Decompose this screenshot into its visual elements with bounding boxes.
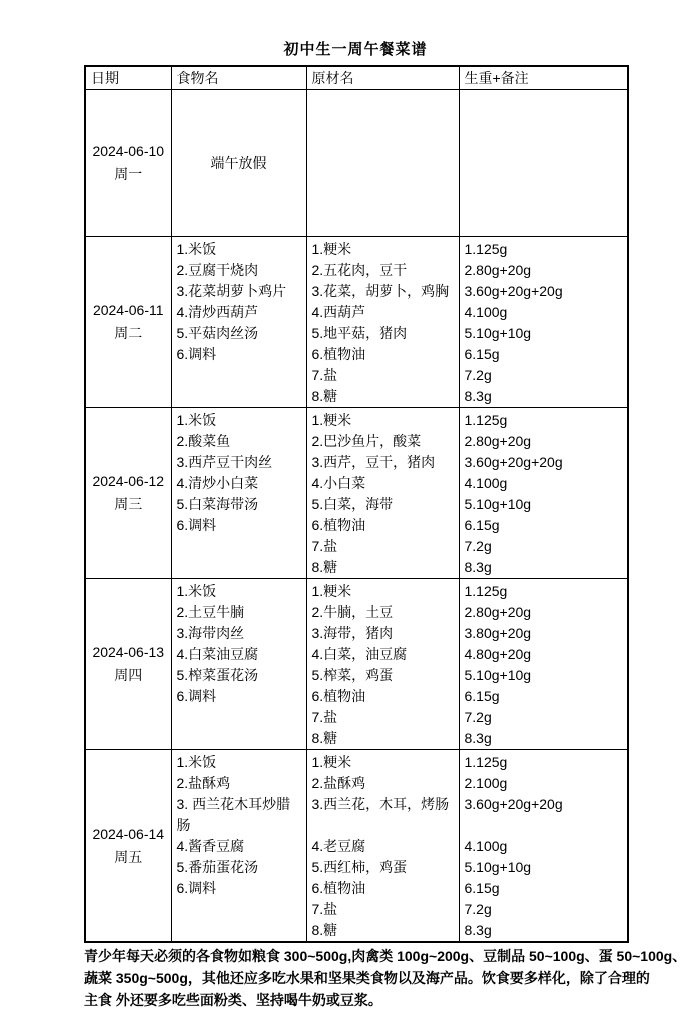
- date-value: 2024-06-14: [92, 825, 165, 842]
- weekday-value: 周三: [114, 496, 143, 512]
- weight-list-cell: 1.125g 2.80g+20g 3.60g+20g+20g 4.100g 5.10g+10g 6.15g 7.2g 8.3g: [459, 408, 628, 579]
- date-value: 2024-06-11: [92, 302, 164, 318]
- page-title: 初中生一周午餐菜谱: [283, 41, 428, 58]
- weekday-value: 周四: [114, 667, 143, 683]
- food-list-cell: [171, 90, 306, 237]
- ingredient-list-cell: [306, 90, 459, 237]
- food-list-cell: 1.米饭 2.酸菜鱼 3.西芹豆干肉丝 4.清炒小白菜 5.白菜海带汤 6.调料: [171, 408, 306, 579]
- table-header-row: [85, 66, 628, 90]
- weekly-lunch-menu-table: [84, 65, 629, 943]
- table-row-friday: [85, 750, 628, 943]
- weight-list-cell: 1.125g 2.100g 3.60g+20g+20g 4.100g 5.10g+10g 6.15g 7.2g 8.3g: [459, 750, 628, 943]
- food-list-cell: 1.米饭 2.盐酥鸡 3. 西兰花木耳炒腊 肠 4.酱香豆腐 5.番茄蛋花汤 6.调料: [171, 750, 306, 943]
- ingredient-list-cell: 1.粳米 2.牛腩，土豆 3.海带，猪肉 4.白菜，油豆腐 5.榨菜，鸡蛋 6.植物油 7.盐 8.糖: [306, 579, 459, 750]
- weekday-value: 周二: [114, 325, 143, 341]
- ingredient-list-cell: 1.粳米 2.盐酥鸡 3.西兰花，木耳，烤肠 4.老豆腐 5.西红柿，鸡蛋 6.植物油 7.盐 8.糖: [306, 750, 459, 943]
- header-food-name: 食物名: [171, 66, 306, 90]
- header-date: 日期: [85, 66, 171, 90]
- table-row-wednesday: [85, 408, 628, 579]
- food-list-cell: 1.米饭 2.土豆牛腩 3.海带肉丝 4.白菜油豆腐 5.榨菜蛋花汤 6.调料: [171, 579, 306, 750]
- header-raw-weight-notes: 生重+备注: [459, 66, 628, 90]
- date-cell: [85, 90, 171, 237]
- date-value: 2024-06-13: [92, 644, 165, 660]
- table-row-thursday: [85, 579, 628, 750]
- date-cell: [85, 579, 171, 750]
- date-value: 2024-06-12: [92, 473, 165, 489]
- weight-list-cell: [459, 90, 628, 237]
- table-row-monday: [85, 90, 628, 237]
- header-ingredient-name: 原材名: [306, 66, 459, 90]
- holiday-note: 端午放假: [210, 155, 267, 171]
- date-value: 2024-06-10: [92, 143, 165, 159]
- weight-list-cell: 1.125g 2.80g+20g 3.60g+20g+20g 4.100g 5.10g+10g 6.15g 7.2g 8.3g: [459, 237, 628, 408]
- date-cell: [85, 750, 171, 943]
- date-cell: [85, 408, 171, 579]
- food-list-cell: 1.米饭 2.豆腐干烧肉 3.花菜胡萝卜鸡片 4.清炒西葫芦 5.平菇肉丝汤 6.调料: [171, 237, 306, 408]
- ingredient-list-cell: 1.粳米 2.巴沙鱼片，酸菜 3.西芹，豆干，猪肉 4.小白菜 5.白菜，海带 6.植物油 7.盐 8.糖: [306, 408, 459, 579]
- weight-list-cell: 1.125g 2.80g+20g 3.80g+20g 4.80g+20g 5.10g+10g 6.15g 7.2g 8.3g: [459, 579, 628, 750]
- nutrition-advice-note: 青少年每天必须的各食物如粮食 300~500g,肉禽类 100g~200g、豆制品 50~100g、蛋 50~100g、 蔬菜 350g~500g，其他还应多吃水果和坚果类食物以及海产品。饮食要多样化，除了合理的 主食 外还要多吃些面粉类、坚持喝牛奶或豆浆。: [84, 948, 687, 1008]
- ingredient-list-cell: 1.粳米 2.五花肉，豆干 3.花菜，胡萝卜，鸡胸 4.西葫芦 5.地平菇，猪肉 6.植物油 7.盐 8.糖: [306, 237, 459, 408]
- weekday-value: 周五: [114, 848, 143, 865]
- table-row-tuesday: [85, 237, 628, 408]
- document-page: [0, 38, 699, 1032]
- weekday-value: 周一: [114, 166, 143, 182]
- date-cell: [85, 237, 171, 408]
